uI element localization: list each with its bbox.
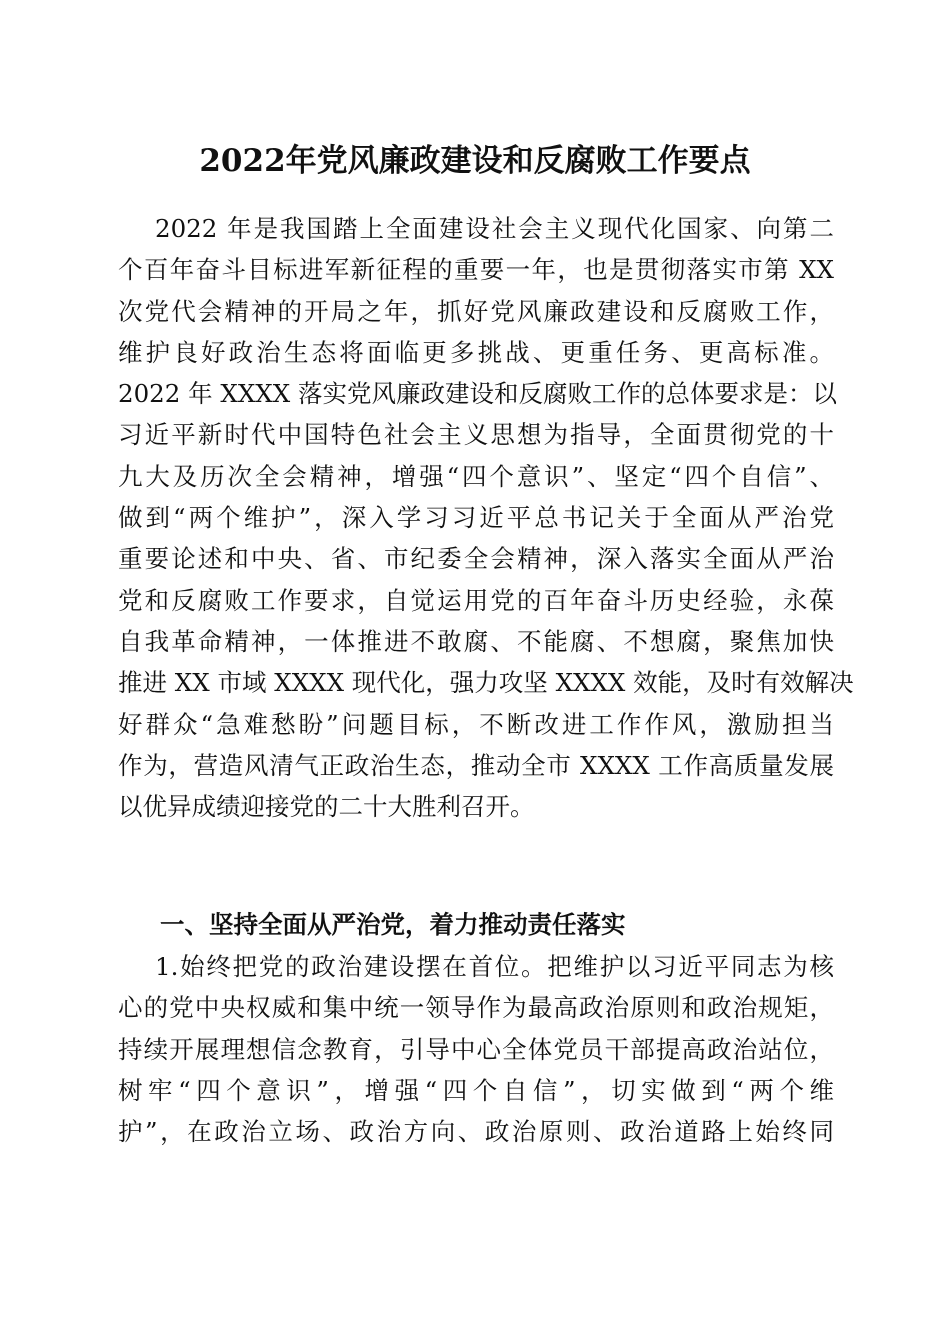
paragraph-line: 树牢“四个意识”，增强“四个自信”，切实做到“两个维 xyxy=(118,1075,834,1105)
paragraph-line: 2022 年 XXXX 落实党风廉政建设和反腐败工作的总体要求是：以 xyxy=(118,379,837,409)
paragraph-line: 作为，营造风清气正政治生态，推动全市 XXXX 工作高质量发展 xyxy=(118,750,834,780)
paragraph-line: 1.始终把党的政治建设摆在首位。把维护以习近平同志为核 xyxy=(155,952,834,981)
paragraph-line: 自我革命精神，一体推进不敢腐、不能腐、不想腐，聚焦加快 xyxy=(118,626,834,656)
intro-paragraph xyxy=(118,208,854,827)
section-paragraph xyxy=(118,946,834,1152)
paragraph-line: 2022 年是我国踏上全面建设社会主义现代化国家、向第二 xyxy=(155,214,834,243)
paragraph-line: 做到“两个维护”，深入学习习近平总书记关于全面从严治党 xyxy=(118,503,834,533)
paragraph-line: 好群众“急难愁盼”问题目标，不断改进工作作风，激励担当 xyxy=(118,709,834,739)
paragraph-line: 九大及历次全会精神，增强“四个意识”、坚定“四个自信”、 xyxy=(118,461,834,491)
paragraph-line: 党和反腐败工作要求，自觉运用党的百年奋斗历史经验，永葆 xyxy=(118,585,834,615)
paragraph-line: 维护良好政治生态将面临更多挑战、更重任务、更高标准。 xyxy=(118,337,834,367)
section-heading: 一、坚持全面从严治党，着力推动责任落实 xyxy=(160,910,626,939)
document-title: 2022年党风廉政建设和反腐败工作要点 xyxy=(199,143,751,179)
paragraph-line: 个百年奋斗目标进军新征程的重要一年，也是贯彻落实市第 XX xyxy=(118,255,834,285)
paragraph-line: 重要论述和中央、省、市纪委全会精神，深入落实全面从严治 xyxy=(118,544,834,574)
paragraph-line: 次党代会精神的开局之年，抓好党风廉政建设和反腐败工作， xyxy=(118,296,834,326)
paragraph-line: 推进 XX 市域 XXXX 现代化，强力攻坚 XXXX 效能，及时有效解决 xyxy=(118,668,854,698)
paragraph-line: 习近平新时代中国特色社会主义思想为指导，全面贯彻党的十 xyxy=(118,420,834,450)
paragraph-line: 以优异成绩迎接党的二十大胜利召开。 xyxy=(118,792,535,822)
paragraph-line: 护”，在政治立场、政治方向、政治原则、政治道路上始终同 xyxy=(118,1117,834,1147)
paragraph-line: 心的党中央权威和集中统一领导作为最高政治原则和政治规矩， xyxy=(118,993,834,1023)
paragraph-line: 持续开展理想信念教育，引导中心全体党员干部提高政治站位， xyxy=(118,1034,834,1064)
